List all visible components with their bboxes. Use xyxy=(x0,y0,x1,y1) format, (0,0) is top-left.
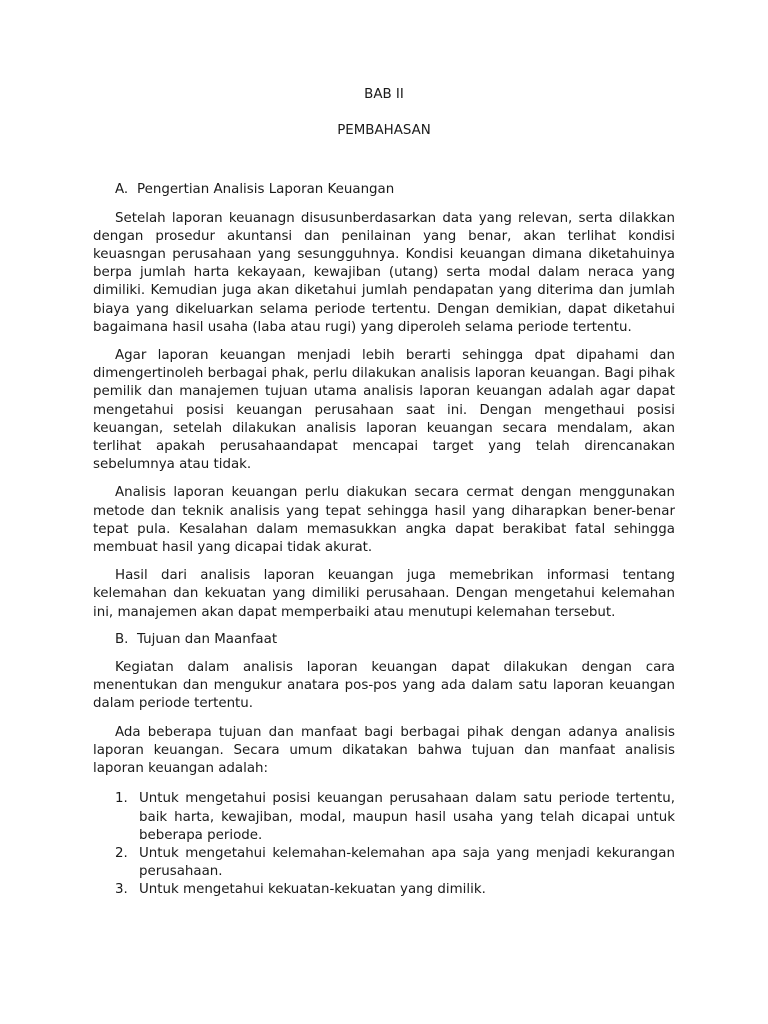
list-item-number: 2. xyxy=(115,845,128,861)
chapter-title: PEMBAHASAN xyxy=(337,123,431,139)
chapter-number: BAB II xyxy=(364,87,404,102)
paragraph: Setelah laporan keuanagn disusunberdasarkan data yang relevan, serta dilakkan dengan prosedur akuntansi dan penilainan yang benar, akan terlihat kondisi keuasngan perusahaan yang sesungguhnya. Kondisi keuangan dimana diketahuinya berpa jumlah harta kekayaan, kewajiban (utang) serta modal dalam neraca yang dimiliki. Kemudian juga akan diketahui jumlah pendapatan yang diterima dan jumlah biaya yang dikeluarkan selama periode tertentu. Dengan demikian, dapat diketahui bagaimana hasil usaha (laba atau rugi) yang diperoleh selama periode tertentu. xyxy=(93,210,675,335)
list-item xyxy=(115,845,675,881)
paragraph: Agar laporan keuangan menjadi lebih berarti sehingga dpat dipahami dan dimengertinoleh berbagai phak, perlu dilakukan analisis laporan keuangan. Bagi pihak pemilik dan manajemen tujuan utama analisis laporan keuangan adalah agar dapat mengetahui posisi keuangan perusahaan saat ini. Dengan mengethaui posisi keuangan, setelah dilakukan analisis laporan keuangan secara mendalam, akan terlihat apakah perusahaandapat mencapai target yang telah direncanakan sebelumnya atau tidak. xyxy=(93,348,675,473)
paragraph: Ada beberapa tujuan dan manfaat bagi berbagai pihak dengan adanya analisis laporan keuangan. Secara umum dikatakan bahwa tujuan dan manfaat analisis laporan keuangan adalah: xyxy=(93,724,675,777)
section-heading-text: Pengertian Analisis Laporan Keuangan xyxy=(137,182,395,198)
numbered-list xyxy=(93,790,675,899)
list-item xyxy=(115,881,675,899)
paragraph: Hasil dari analisis laporan keuangan juga memebrikan informasi tentang kelemahan dan kekuatan yang dimiliki perusahaan. Dengan mengetahui kelemahan ini, manajemen akan dapat memperbaiki atau menutupi kelemahan tersebut. xyxy=(93,568,675,620)
list-item-text: Untuk mengetahui posisi keuangan perusahaan dalam satu periode tertentu, baik harta, kewajiban, modal, maupun hasil usaha yang telah dicapai untuk beberapa periode. xyxy=(139,791,675,843)
list-item xyxy=(115,790,675,845)
list-item-number: 3. xyxy=(115,882,128,898)
paragraph: Analisis laporan keuangan perlu diakukan secara cermat dengan menggunakan metode dan teknik analisis yang tepat sehingga hasil yang diharapkan bener-benar tepat pula. Kesalahan dalam memasukkan angka dapat berakibat fatal sehingga membuat hasil yang dicapai tidak akurat. xyxy=(93,485,675,556)
section-heading-b xyxy=(115,631,675,649)
paragraph: Kegiatan dalam analisis laporan keuangan dapat dilakukan dengan cara menentukan dan mengukur anatara pos-pos yang ada dalam satu laporan keuangan dalam periode tertentu. xyxy=(93,660,675,712)
section-heading-text: Tujuan dan Maanfaat xyxy=(137,631,278,647)
section-marker: B. xyxy=(115,631,129,647)
section-marker: A. xyxy=(115,182,129,198)
list-item-text: Untuk mengetahui kekuatan-kekuatan yang dimilik. xyxy=(139,882,486,898)
list-item-number: 1. xyxy=(115,791,128,807)
section-heading-a xyxy=(115,181,675,199)
list-item-text: Untuk mengetahui kelemahan-kelemahan apa saja yang menjadi kekurangan perusahaan. xyxy=(139,845,675,880)
